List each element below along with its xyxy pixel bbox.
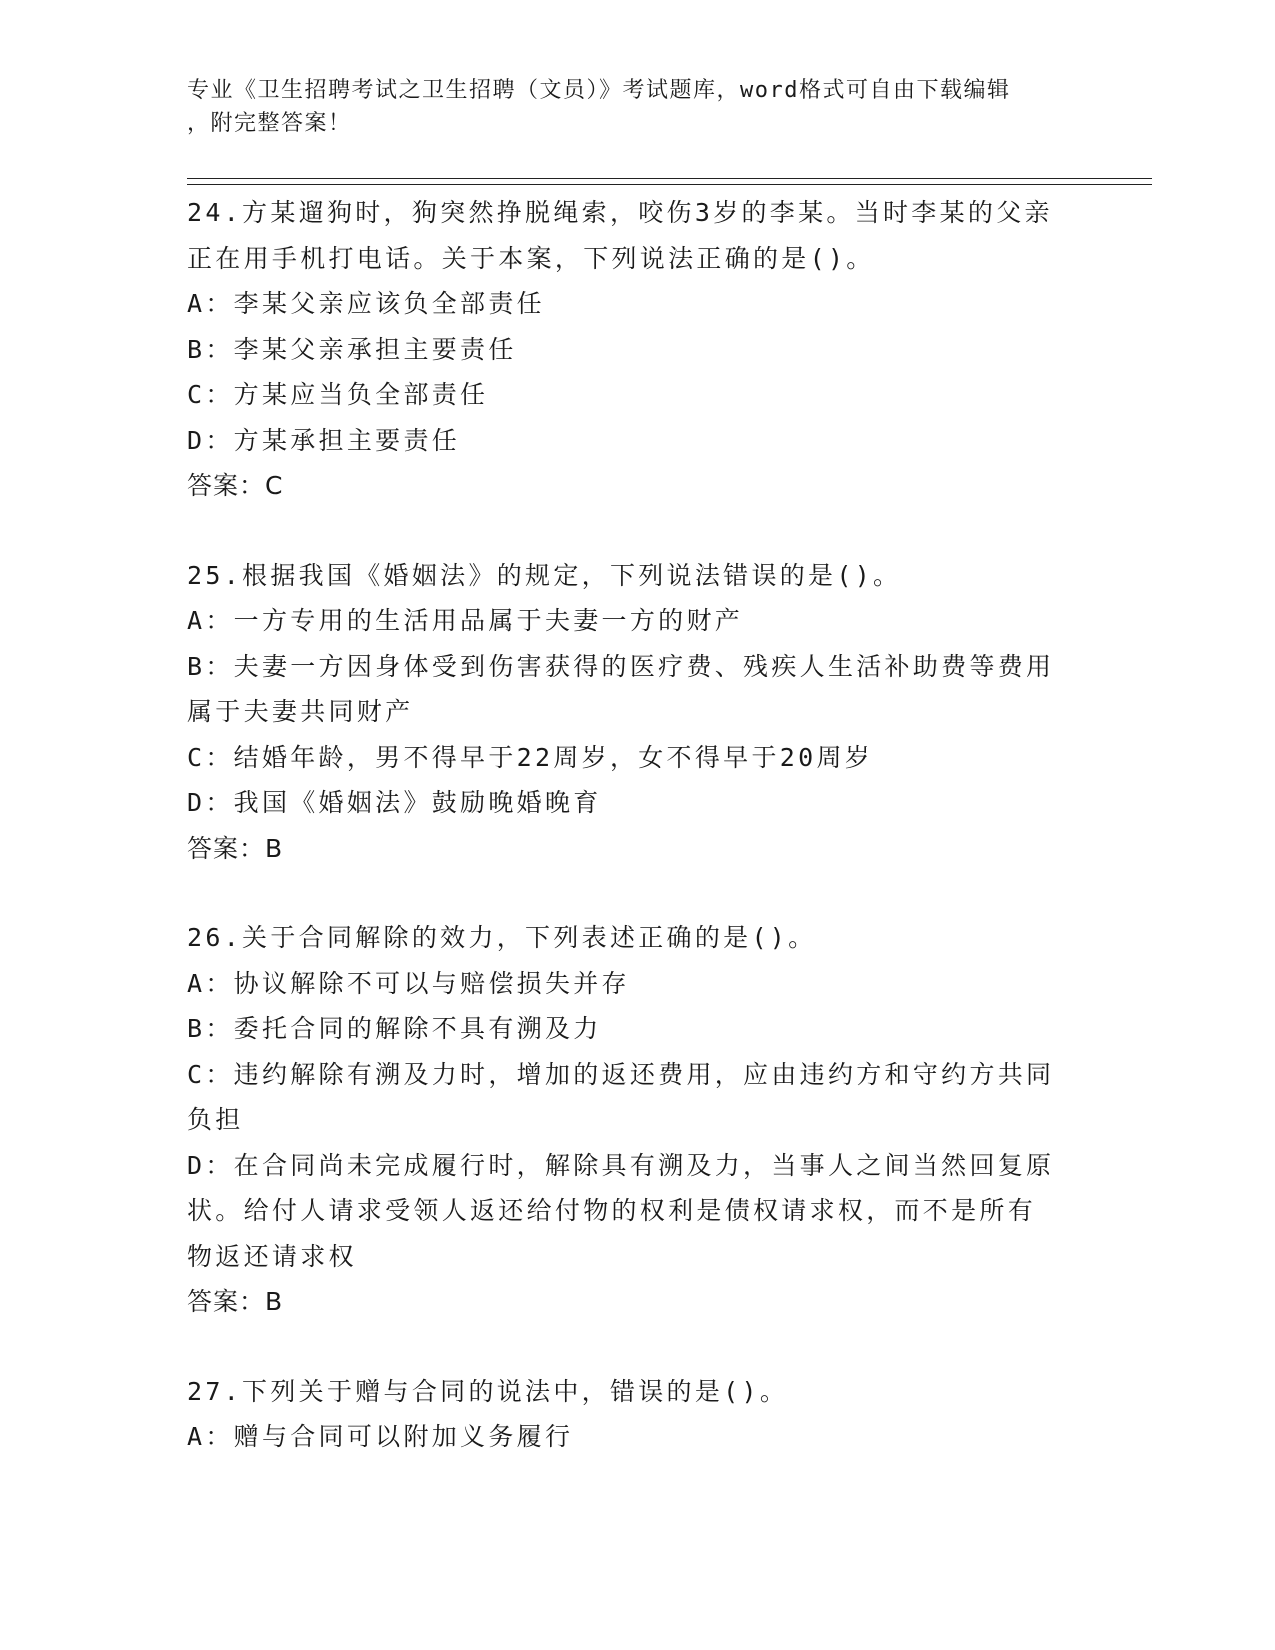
header-divider-top bbox=[187, 178, 1152, 179]
option-line: A：协议解除不可以与赔偿损失并存 bbox=[187, 968, 630, 998]
answer-line: 答案：B bbox=[187, 1287, 284, 1316]
question-list bbox=[187, 190, 1087, 1504]
answer-line: 答案：C bbox=[187, 471, 284, 500]
header-line-1: 专业《卫生招聘考试之卫生招聘（文员）》考试题库，word格式可自由下载编辑 bbox=[187, 78, 1011, 103]
option-line: 状。给付人请求受领人返还给付物的权利是债权请求权，而不是所有 bbox=[187, 1196, 1037, 1225]
option-line: D：方某承担主要责任 bbox=[187, 425, 461, 455]
question-stem-line: 正在用手机打电话。关于本案，下列说法正确的是()。 bbox=[187, 243, 875, 273]
header-line-2: ，附完整答案！ bbox=[187, 111, 352, 136]
question-block bbox=[187, 190, 1087, 509]
question-stem-line: 26.关于合同解除的效力，下列表述正确的是()。 bbox=[187, 923, 817, 952]
question-block bbox=[187, 553, 1087, 872]
option-line: C：结婚年龄，男不得早于22周岁，女不得早于20周岁 bbox=[187, 742, 874, 772]
option-line: A：一方专用的生活用品属于夫妻一方的财产 bbox=[187, 606, 744, 635]
question-stem-line: 25.根据我国《婚姻法》的规定，下列说法错误的是()。 bbox=[187, 560, 902, 590]
question-stem-line: 27.下列关于赠与合同的说法中，错误的是()。 bbox=[187, 1376, 789, 1406]
option-line: 物返还请求权 bbox=[187, 1241, 357, 1271]
option-line: B：夫妻一方因身体受到伤害获得的医疗费、残疾人生活补助费等费用 bbox=[187, 651, 1055, 681]
option-line: 负担 bbox=[187, 1105, 244, 1134]
option-line: 属于夫妻共同财产 bbox=[187, 697, 414, 726]
answer-line: 答案：B bbox=[187, 833, 284, 863]
option-line: A：李某父亲应该负全部责任 bbox=[187, 289, 545, 318]
document-header bbox=[187, 74, 1067, 140]
question-block bbox=[187, 915, 1087, 1325]
option-line: C：违约解除有溯及力时，增加的返还费用，应由违约方和守约方共同 bbox=[187, 1059, 1055, 1089]
option-line: B：李某父亲承担主要责任 bbox=[187, 334, 517, 364]
question-stem-line: 24.方某遛狗时，狗突然挣脱绳索，咬伤3岁的李某。当时李某的父亲 bbox=[187, 198, 1053, 227]
question-block bbox=[187, 1369, 1087, 1460]
option-line: C：方某应当负全部责任 bbox=[187, 380, 489, 409]
option-line: D：在合同尚未完成履行时，解除具有溯及力，当事人之间当然回复原 bbox=[187, 1150, 1055, 1180]
option-line: A：赠与合同可以附加义务履行 bbox=[187, 1422, 574, 1451]
header-divider-bottom bbox=[187, 184, 1152, 185]
option-line: D：我国《婚姻法》鼓励晚婚晚育 bbox=[187, 788, 602, 817]
option-line: B：委托合同的解除不具有溯及力 bbox=[187, 1014, 602, 1043]
